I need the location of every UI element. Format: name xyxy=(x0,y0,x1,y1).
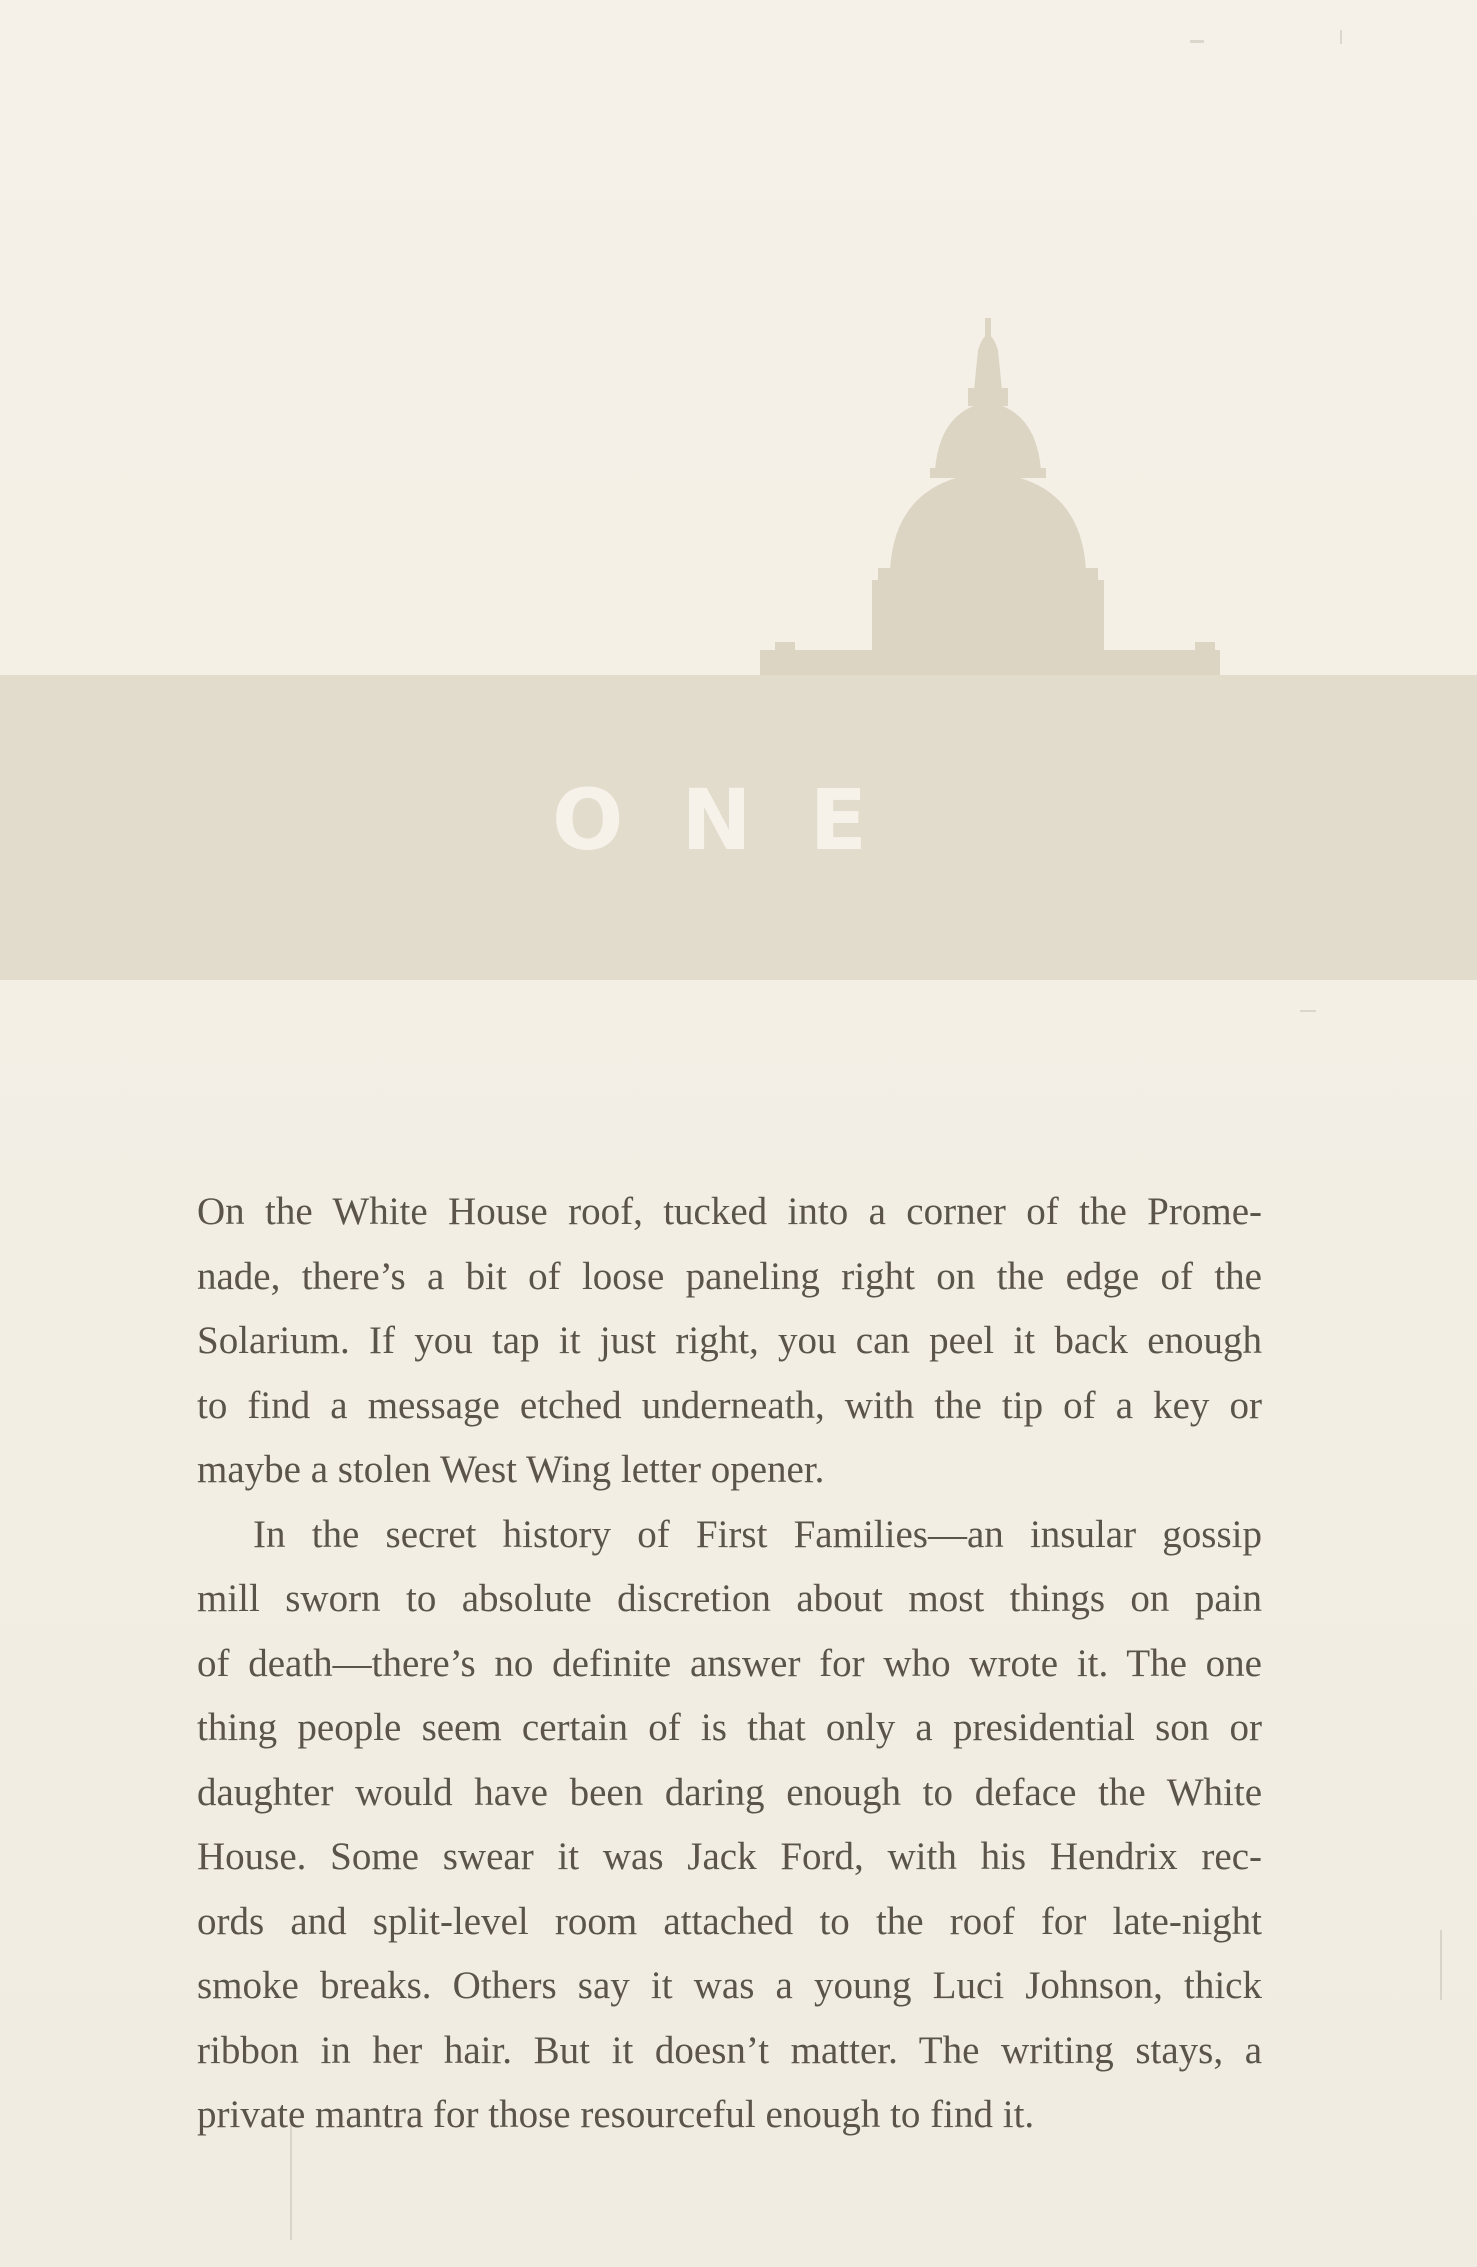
text-line: smoke breaks. Others say it was a young Luci Johnson, thick xyxy=(197,1964,1262,2007)
text-line: House. Some swear it was Jack Ford, with his Hendrix rec- xyxy=(197,1835,1262,1878)
text-line: On the White House roof, tucked into a corner of the Prome- xyxy=(197,1190,1262,1233)
page-speck xyxy=(1300,1010,1316,1012)
text-line: to find a message etched underneath, with the tip of a key or xyxy=(197,1383,1262,1427)
text-line: In the secret history of First Families—an insular gossip xyxy=(253,1512,1262,1556)
paragraph-1 xyxy=(197,1180,1262,1503)
chapter-title: ONE xyxy=(551,771,926,869)
text-line: ribbon in her hair. But it doesn’t matter. The writing stays, a xyxy=(197,2028,1262,2072)
text-line: nade, there’s a bit of loose paneling right on the edge of the xyxy=(197,1254,1262,1298)
text-line: mill sworn to absolute discretion about most things on pain xyxy=(197,1577,1262,1620)
chapter-body xyxy=(197,1180,1262,2148)
text-line: ords and split-level room attached to the roof for late-night xyxy=(197,1899,1262,1943)
page-speck xyxy=(1440,1930,1442,2000)
text-line: thing people seem certain of is that only a presidential son or xyxy=(197,1706,1262,1749)
text-line: maybe a stolen West Wing letter opener. xyxy=(197,1448,825,1491)
text-line: of death—there’s no definite answer for who wrote it. The one xyxy=(197,1641,1262,1685)
text-line: Solarium. If you tap it just right, you can peel it back enough xyxy=(197,1319,1262,1362)
text-line: daughter would have been daring enough to deface the White xyxy=(197,1770,1262,1814)
text-line: private mantra for those resourceful enough to find it. xyxy=(197,2093,1035,2136)
paragraph-2 xyxy=(197,1503,1262,2148)
page-speck xyxy=(1190,40,1204,43)
page-speck xyxy=(1340,30,1342,44)
